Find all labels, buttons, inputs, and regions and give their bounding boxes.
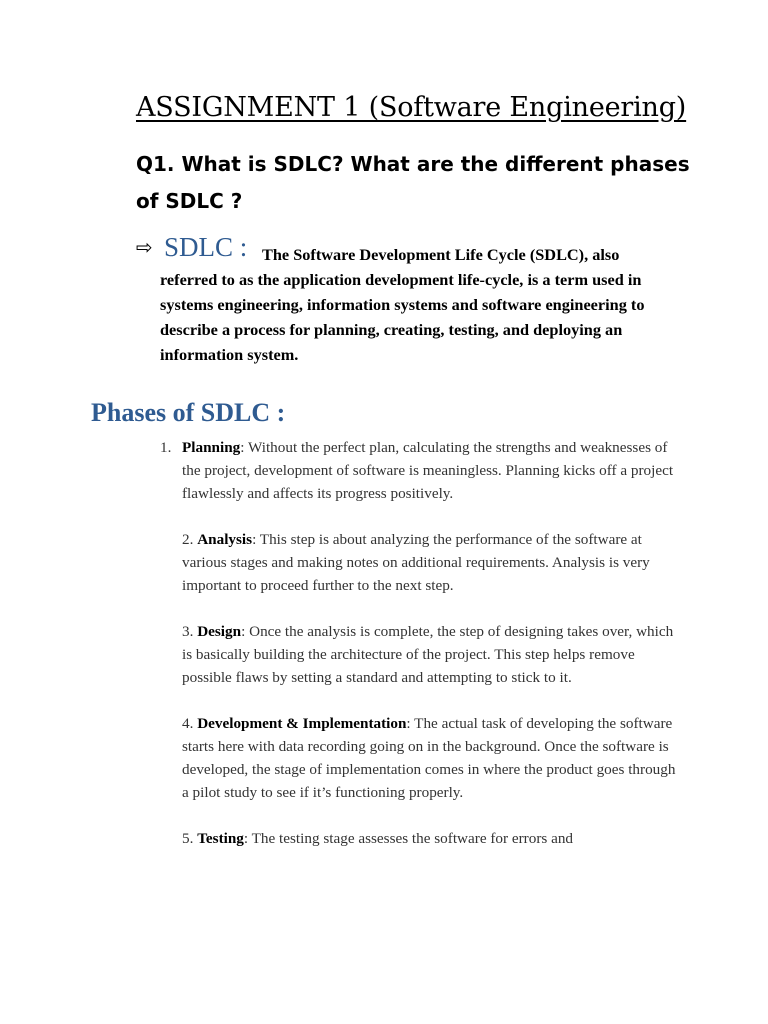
phase-description: : Once the analysis is complete, the step of designing takes over, which is basically building the architecture of the project. This step helps remove possible flaws by setting a standard and attempting to stick to it. [182, 623, 674, 686]
phase-item-testing [182, 827, 682, 850]
phase-item-planning [160, 436, 682, 505]
phase-description: : Without the perfect plan, calculating the strengths and weaknesses of the project, development of software is meaningless. Planning kicks off a project flawlessly and affects its progress positively. [182, 439, 674, 502]
phase-item-design [182, 620, 682, 689]
phase-item-development [182, 712, 682, 804]
assignment-title: ASSIGNMENT 1 (Software Engineering) [136, 92, 687, 123]
phase-number: 2. [182, 531, 194, 548]
phase-number: 1. [160, 439, 172, 456]
sdlc-definition-text: The Software Development Life Cycle (SDLC), also referred to as the application development life-cycle, is a term used in systems engineering, information systems and software engineering to describe a process for planning, creating, testing, and deploying an information system. [160, 245, 645, 364]
phase-number: 4. [182, 715, 194, 732]
phase-number: 3. [182, 623, 194, 640]
phase-name: Development & Implementation [197, 715, 407, 732]
phase-name: Design [197, 623, 242, 640]
phase-name: Analysis [197, 531, 253, 548]
arrow-right-icon: ⇨ [136, 235, 153, 259]
phase-description: : This step is about analyzing the performance of the software at various stages and making notes on additional requirements. Analysis is very important to proceed further to the next step. [182, 531, 650, 594]
question-heading: Q1. What is SDLC? What are the different phases of SDLC ? [136, 152, 690, 213]
phases-heading: Phases of SDLC : [91, 398, 286, 427]
phase-name: Planning [182, 439, 241, 456]
phase-number: 5. [182, 830, 194, 847]
phase-description: : The actual task of developing the software starts here with data recording going on in the background. Once the software is developed, the stage of implementation comes in where the product goes through a pilot study to see if it’s functioning properly. [182, 715, 676, 801]
phases-list [160, 436, 682, 873]
sdlc-heading: SDLC : [164, 232, 248, 262]
phase-item-analysis [182, 528, 682, 597]
phase-description: : The testing stage assesses the software for errors and [243, 830, 574, 847]
phase-name: Testing [197, 830, 244, 847]
